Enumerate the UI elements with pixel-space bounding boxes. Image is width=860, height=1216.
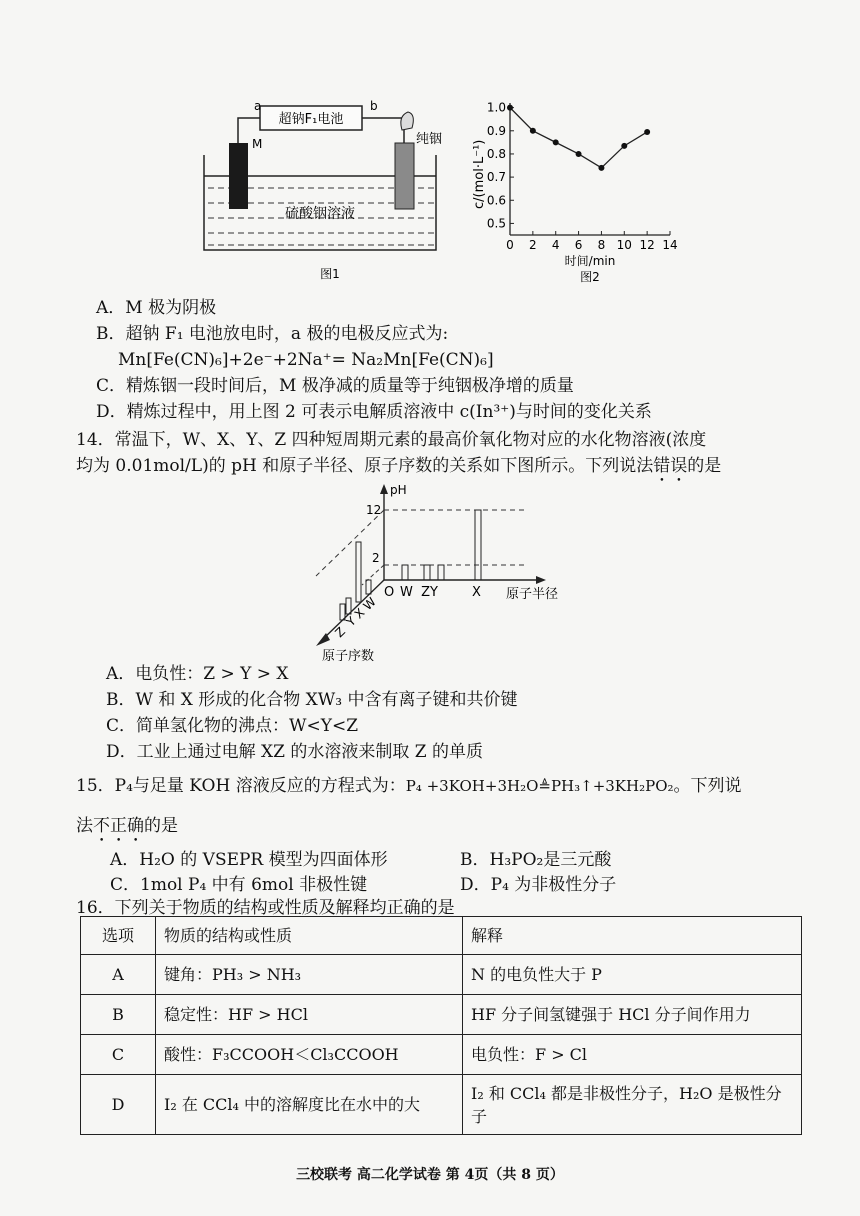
x-tick-label: 6 (574, 238, 583, 252)
q15-option-d: D．P₄ 为非极性分子 (460, 875, 617, 895)
figure-1-caption: 图1 (320, 267, 340, 281)
data-point (576, 151, 582, 157)
row-d-property: I₂ 在 CCl₄ 中的溶解度比在水中的大 (156, 1075, 463, 1135)
electrode-m-label: M (252, 137, 263, 151)
q14-option-b: B．W 和 X 形成的化合物 XW₃ 中含有离子键和共价键 (106, 690, 518, 710)
table-row (81, 1035, 802, 1075)
x-tick-label: 0 (506, 238, 514, 252)
pure-in-label: 纯铟 (416, 132, 443, 147)
table-row (81, 1075, 802, 1135)
q15-stem-line1: 15．P₄与足量 KOH 溶液反应的方程式为：P₄ +3KOH+3H₂O≜PH₃↑+3KH₂PO₂。下列说 (76, 776, 742, 796)
ph-axis-label: pH (390, 483, 407, 497)
header-option: 选项 (81, 917, 156, 955)
label-a: a (254, 99, 262, 113)
solution-label: 硫酸铟溶液 (285, 206, 355, 222)
header-property: 物质的结构或性质 (156, 917, 463, 955)
q15-emphasis: 不正确 (93, 816, 144, 836)
row-a-option: A (81, 955, 156, 995)
q16-table (80, 916, 802, 1135)
data-point (598, 165, 604, 171)
table-row (81, 955, 802, 995)
row-a-property: 键角：PH₃ > NH₃ (156, 955, 463, 995)
q15-option-b: B．H₃PO₂是三元酸 (460, 850, 612, 870)
y-tick-label: 0.8 (486, 146, 506, 161)
x-tick-label: 2 (529, 238, 537, 252)
electrode-m (229, 143, 248, 209)
x-tick-label: 10 (616, 238, 632, 252)
table-row (81, 995, 802, 1035)
q15-option-c: C．1mol P₄ 中有 6mol 非极性键 (110, 875, 368, 895)
x-tick-label: 12 (639, 238, 655, 252)
label-b: b (370, 99, 378, 113)
page-footer: 三校联考 高二化学试卷 第 4页（共 8 页） (296, 1167, 564, 1183)
q14-ph-diagram (300, 480, 590, 665)
data-point (553, 139, 559, 145)
q14-emphasis: 错误 (653, 456, 688, 476)
y-tick-label: 1.0 (486, 100, 506, 115)
row-b-explanation: HF 分子间氢键强于 HCl 分子间作用力 (463, 995, 802, 1035)
sequence-axis-label: 原子序数 (322, 649, 375, 664)
q16-stem: 16．下列关于物质的结构或性质及解释均正确的是 (76, 898, 455, 918)
ph-12-label: 12 (366, 503, 382, 517)
row-c-option: C (81, 1035, 156, 1075)
q13-option-b-equation: Mn[Fe(CN)₆]+2e⁻+2Na⁺= Na₂Mn[Fe(CN)₆] (118, 350, 494, 370)
table-header-row (81, 917, 802, 955)
ph-2-label: 2 (372, 551, 380, 565)
electrode-pure-in (395, 143, 414, 209)
row-d-explanation: I₂ 和 CCl₄ 都是非极性分子，H₂O 是极性分子 (463, 1075, 802, 1135)
q14-option-a: A．电负性：Z > Y > X (106, 664, 289, 684)
radius-axis-label: 原子半径 (506, 587, 559, 602)
x-tick-label: 8 (597, 238, 606, 252)
q15-equation: P₄ +3KOH+3H₂O≜PH₃↑+3KH₂PO₂ (405, 777, 674, 795)
q13-option-c: C．精炼铟一段时间后，M 极净减的质量等于纯铟极净增的质量 (96, 376, 574, 396)
q14-option-d: D．工业上通过电解 XZ 的水溶液来制取 Z 的单质 (106, 742, 483, 762)
y-tick-label: 0.6 (486, 193, 506, 208)
series-line (510, 108, 647, 168)
x-tick-label: 4 (551, 238, 560, 252)
figure-1-electrolysis (190, 90, 460, 290)
q13-option-d: D．精炼过程中，用上图 2 可表示电解质溶液中 c(In³⁺)与时间的变化关系 (96, 402, 652, 422)
q13-option-b: B．超钠 F₁ 电池放电时，a 极的电极反应式为: (96, 324, 449, 344)
clip-icon (401, 112, 413, 130)
data-point (621, 143, 627, 149)
row-c-explanation: 电负性：F > Cl (463, 1035, 802, 1075)
x-axis-label: 时间/min (564, 254, 616, 268)
y-tick-label: 0.9 (486, 123, 506, 138)
row-b-option: B (81, 995, 156, 1035)
origin-label: O (384, 585, 395, 600)
q13-option-a: A．M 极为阴极 (96, 298, 217, 318)
wzy-labels: W ZY (400, 585, 438, 600)
q14-stem-line1: 14．常温下，W、X、Y、Z 四种短周期元素的最高价氧化物对应的水化物溶液(浓度 (76, 430, 707, 450)
x-element-label: X (472, 585, 481, 600)
sequence-element-labels: Z Y X W (332, 594, 379, 641)
q14-stem-line2: 均为 0.01mol/L)的 pH 和原子半径、原子序数的关系如下图所示。下列说法错误的是 (76, 456, 722, 476)
y-axis-label: c/(mol·L⁻¹) (472, 139, 487, 209)
row-b-property: 稳定性：HF > HCl (156, 995, 463, 1035)
figure-2-caption: 图2 (580, 270, 600, 284)
data-point (530, 128, 536, 134)
q15-stem-line2: 法不正确的是 (76, 816, 178, 836)
figure-2-chart (470, 95, 685, 290)
row-a-explanation: N 的电负性大于 P (463, 955, 802, 995)
data-point (644, 129, 650, 135)
q15-option-a: A．H₂O 的 VSEPR 模型为四面体形 (110, 850, 388, 870)
header-explanation: 解释 (463, 917, 802, 955)
x-tick-label: 14 (662, 238, 678, 252)
row-d-option: D (81, 1075, 156, 1135)
q14-option-c: C．简单氢化物的沸点：W<Y<Z (106, 716, 359, 736)
y-tick-label: 0.7 (486, 170, 506, 185)
data-point (507, 105, 513, 111)
y-tick-label: 0.5 (486, 216, 506, 231)
battery-label: 超钠F₁电池 (278, 112, 344, 127)
row-c-property: 酸性：F₃CCOOH＜Cl₃CCOOH (156, 1035, 463, 1075)
